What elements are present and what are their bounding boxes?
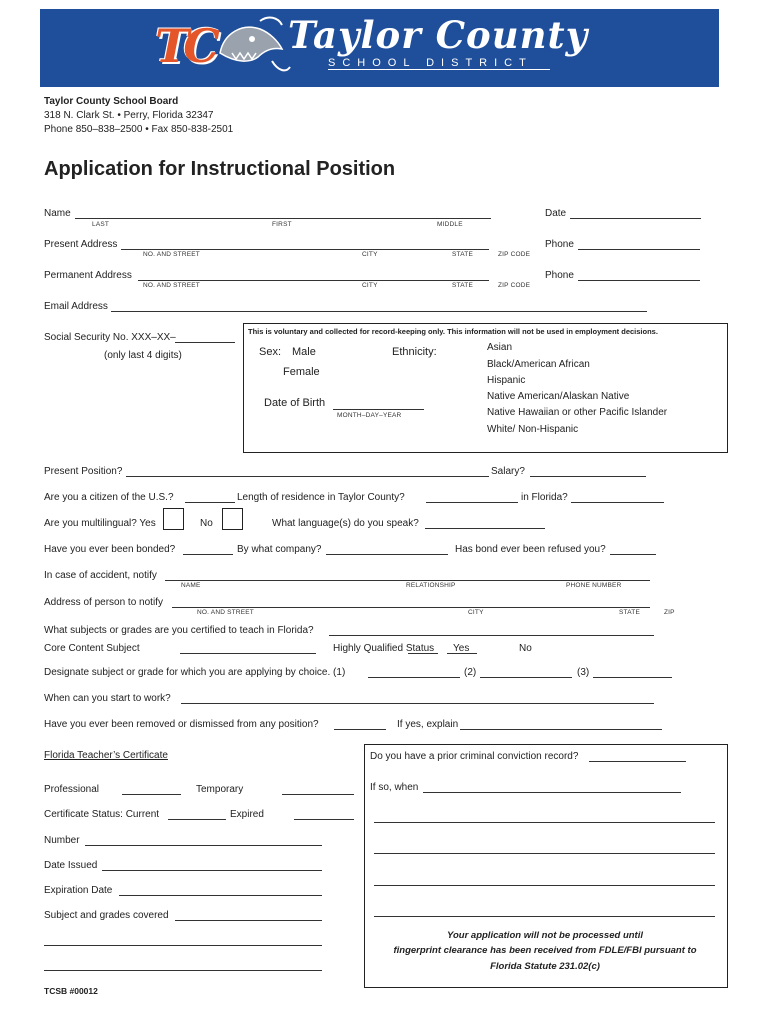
sex-label: Sex:: [259, 346, 282, 358]
present-state-caption: STATE: [452, 251, 473, 258]
subjects-covered-label: Subject and grades covered: [44, 910, 169, 921]
ssn-field[interactable]: [175, 342, 235, 343]
name-first-caption: FIRST: [272, 221, 292, 228]
temporary-label: Temporary: [196, 784, 244, 795]
hq-yes-underline: [447, 653, 477, 654]
voluntary-info-box: [243, 323, 728, 453]
name-last-caption: LAST: [92, 221, 110, 228]
phone-label: Phone: [545, 239, 574, 250]
ethnicity-label: Ethnicity:: [392, 346, 437, 358]
explain-label: If yes, explain: [397, 719, 459, 730]
professional-field[interactable]: [122, 794, 181, 795]
residence-label: Length of residence in Taylor County?: [237, 492, 405, 503]
perm-city-caption: CITY: [362, 282, 378, 289]
core-content-field[interactable]: [180, 653, 316, 654]
cert-status-label: Certificate Status: Current: [44, 809, 160, 820]
accident-phone-caption: PHONE NUMBER: [566, 582, 622, 589]
dob-label: Date of Birth: [264, 397, 326, 409]
page-title: Application for Instructional Position: [44, 158, 396, 180]
explain-field[interactable]: [460, 729, 662, 730]
ethnicity-option[interactable]: White/ Non-Hispanic: [487, 424, 579, 435]
notify-address-label: Address of person to notify: [44, 597, 163, 608]
bonded-label: Have you ever been bonded?: [44, 544, 176, 555]
multilingual-no-label: No: [200, 518, 213, 529]
perm-zip-caption: ZIP CODE: [498, 282, 531, 289]
designate-2-label: (2): [464, 667, 477, 678]
citizen-label: Are you a citizen of the U.S.?: [44, 492, 174, 503]
fingerprint-notice-3: Florida Statute 231.02(c): [490, 961, 600, 972]
accident-name-caption: NAME: [181, 582, 201, 589]
ethnicity-option[interactable]: Native Hawaiian or other Pacific Islander: [487, 407, 668, 418]
designate-2-field[interactable]: [480, 677, 572, 678]
date-field[interactable]: [570, 218, 701, 219]
cert-number-field[interactable]: [85, 845, 322, 846]
expiration-field[interactable]: [119, 895, 322, 896]
company-field[interactable]: [326, 554, 448, 555]
criminal-line[interactable]: [374, 885, 715, 886]
sex-female-option[interactable]: Female: [283, 366, 320, 378]
salary-label: Salary?: [491, 466, 525, 477]
date-issued-field[interactable]: [102, 870, 322, 871]
board-phone: Phone 850–838–2500 • Fax 850-838-2501: [44, 124, 234, 135]
criminal-question: Do you have a prior criminal conviction record?: [370, 751, 579, 762]
accident-label: In case of accident, notify: [44, 570, 157, 581]
ethnicity-option[interactable]: Asian: [487, 342, 513, 353]
bond-refused-field[interactable]: [610, 554, 656, 555]
permanent-address-field[interactable]: [138, 280, 489, 281]
certified-label: What subjects or grades are you certified to teach in Florida?: [44, 625, 314, 636]
citizen-field[interactable]: [185, 502, 235, 503]
designate-label: Designate subject or grade for which you are applying by choice. (1): [44, 667, 346, 678]
ethnicity-option[interactable]: Black/American African: [487, 359, 590, 370]
bonded-field[interactable]: [183, 554, 233, 555]
present-address-field[interactable]: [121, 249, 489, 250]
phone-field-2[interactable]: [578, 280, 700, 281]
multilingual-label: Are you multilingual? Yes: [44, 518, 156, 529]
perm-street-caption: NO. AND STREET: [143, 282, 200, 289]
dob-format-caption: MONTH–DAY–YEAR: [337, 412, 402, 419]
cert-expired-label: Expired: [230, 809, 264, 820]
designate-3-field[interactable]: [593, 677, 672, 678]
subjects-covered-line-2[interactable]: [44, 945, 322, 946]
name-middle-caption: MIDDLE: [437, 221, 463, 228]
ethnicity-option[interactable]: Hispanic: [487, 375, 526, 386]
present-address-label: Present Address: [44, 239, 118, 250]
tc-monogram-logo: TC: [155, 19, 214, 73]
in-florida-label: in Florida?: [521, 492, 568, 503]
accident-field[interactable]: [165, 580, 650, 581]
district-name: Taylor County: [288, 13, 589, 57]
languages-label: What language(s) do you speak?: [272, 518, 419, 529]
dob-field[interactable]: [333, 409, 424, 410]
expiration-label: Expiration Date: [44, 885, 113, 896]
notify-address-field[interactable]: [172, 607, 650, 608]
salary-field[interactable]: [530, 476, 646, 477]
notify-state-caption: STATE: [619, 609, 640, 616]
phone-field[interactable]: [578, 249, 700, 250]
removed-label: Have you ever been removed or dismissed from any position?: [44, 719, 319, 730]
present-street-caption: NO. AND STREET: [143, 251, 200, 258]
ssn-note: (only last 4 digits): [104, 350, 182, 361]
start-work-label: When can you start to work?: [44, 693, 171, 704]
cert-number-label: Number: [44, 835, 80, 846]
multilingual-yes-checkbox[interactable]: [163, 508, 184, 530]
date-issued-label: Date Issued: [44, 860, 98, 871]
hq-status-label: Highly Qualified Status: [333, 643, 435, 654]
board-name: Taylor County School Board: [44, 96, 179, 107]
subtitle-underline: [328, 69, 550, 70]
residence-field[interactable]: [426, 502, 518, 503]
subjects-covered-line-3[interactable]: [44, 970, 322, 971]
core-content-label: Core Content Subject: [44, 643, 140, 654]
ssn-label: Social Security No. XXX–XX–: [44, 332, 176, 343]
present-position-field[interactable]: [126, 476, 489, 477]
sex-male-option[interactable]: Male: [292, 346, 316, 358]
certificate-heading: Florida Teacher’s Certificate: [44, 750, 168, 761]
hq-no-option[interactable]: No: [519, 643, 532, 654]
cert-current-field[interactable]: [168, 819, 226, 820]
email-label: Email Address: [44, 301, 108, 312]
form-id: TCSB #00012: [44, 986, 98, 996]
criminal-line[interactable]: [374, 916, 715, 917]
name-field[interactable]: [75, 218, 491, 219]
start-work-field[interactable]: [181, 703, 654, 704]
mascot-icon: [212, 13, 292, 81]
perm-state-caption: STATE: [452, 282, 473, 289]
temporary-field[interactable]: [282, 794, 354, 795]
header-banner: [40, 9, 719, 87]
district-subtitle: SCHOOL DISTRICT: [328, 57, 533, 69]
notify-city-caption: CITY: [468, 609, 484, 616]
notify-street-caption: NO. AND STREET: [197, 609, 254, 616]
languages-field[interactable]: [425, 528, 545, 529]
criminal-when-label: If so, when: [370, 782, 419, 793]
notify-zip-caption: ZIP: [664, 609, 675, 616]
board-address: 318 N. Clark St. • Perry, Florida 32347: [44, 110, 214, 121]
email-field[interactable]: [111, 311, 647, 312]
company-label: By what company?: [237, 544, 322, 555]
permanent-address-label: Permanent Address: [44, 270, 132, 281]
criminal-answer-field[interactable]: [589, 761, 686, 762]
bond-refused-label: Has bond ever been refused you?: [455, 544, 606, 555]
hq-yes-option[interactable]: Yes: [453, 643, 470, 654]
phone-label-2: Phone: [545, 270, 574, 281]
hq-status-underline: [408, 653, 438, 654]
in-florida-field[interactable]: [571, 502, 664, 503]
fingerprint-notice-1: Your application will not be processed until: [446, 930, 643, 941]
criminal-line[interactable]: [374, 822, 715, 823]
multilingual-no-checkbox[interactable]: [222, 508, 243, 530]
subjects-covered-field[interactable]: [175, 920, 322, 921]
present-city-caption: CITY: [362, 251, 378, 258]
cert-expired-field[interactable]: [294, 819, 354, 820]
present-zip-caption: ZIP CODE: [498, 251, 531, 258]
certified-field[interactable]: [329, 635, 654, 636]
criminal-when-field[interactable]: [423, 792, 681, 793]
criminal-line[interactable]: [374, 853, 715, 854]
designate-1-field[interactable]: [368, 677, 460, 678]
name-label: Name: [44, 208, 71, 219]
removed-field[interactable]: [334, 729, 386, 730]
ethnicity-option[interactable]: Native American/Alaskan Native: [487, 391, 630, 402]
accident-relationship-caption: RELATIONSHIP: [406, 582, 456, 589]
date-label: Date: [545, 208, 567, 219]
fingerprint-notice-2: fingerprint clearance has been received from FDLE/FBI pursuant to: [393, 945, 697, 956]
voluntary-note: This is voluntary and collected for record-keeping only. This information will not be used in employment decisions.: [248, 327, 658, 336]
professional-label: Professional: [44, 784, 100, 795]
designate-3-label: (3): [577, 667, 590, 678]
present-position-label: Present Position?: [44, 466, 123, 477]
